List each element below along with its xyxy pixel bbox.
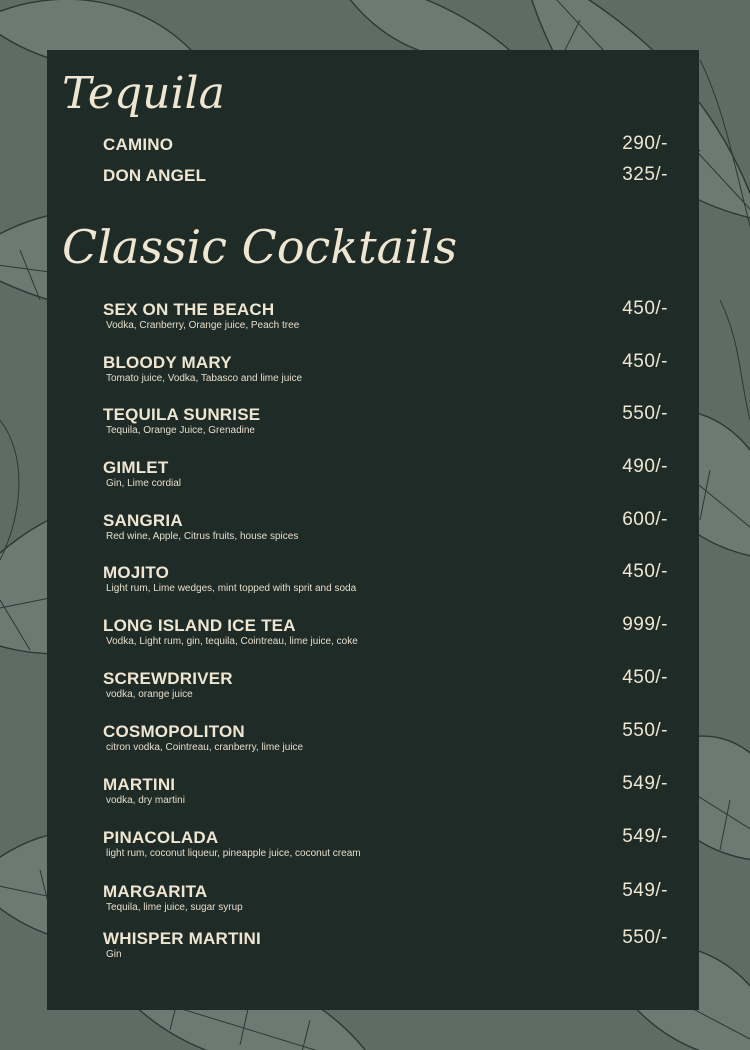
item-name: COSMOPOLITON (103, 722, 245, 741)
item-name: WHISPER MARTINI (103, 929, 261, 948)
item-price: 549/- (622, 773, 668, 794)
menu-item (103, 300, 668, 332)
item-name: GIMLET (103, 458, 169, 477)
item-price: 325/- (622, 164, 668, 185)
menu-item (103, 722, 668, 754)
item-name: SEX ON THE BEACH (103, 300, 275, 319)
item-name: DON ANGEL (103, 166, 207, 185)
menu-panel (47, 50, 699, 1010)
item-name: BLOODY MARY (103, 353, 232, 372)
menu-item (103, 882, 668, 914)
menu-item (103, 405, 668, 437)
item-price: 450/- (622, 667, 668, 688)
item-price: 290/- (622, 133, 668, 154)
item-price: 550/- (622, 403, 668, 424)
menu-item (103, 135, 668, 155)
item-price: 490/- (622, 456, 668, 477)
item-price: 999/- (622, 614, 668, 635)
item-name: PINACOLADA (103, 828, 219, 847)
tequila-section-title: Tequila (62, 68, 225, 119)
item-name: SCREWDRIVER (103, 669, 233, 688)
item-price: 600/- (622, 509, 668, 530)
item-description: Light rum, Lime wedges, mint topped with sprit and soda (106, 583, 357, 594)
item-name: MARGARITA (103, 882, 208, 901)
item-description: light rum, coconut liqueur, pineapple juice, coconut cream (106, 848, 361, 859)
item-name: MARTINI (103, 775, 176, 794)
item-price: 450/- (622, 298, 668, 319)
menu-item (103, 511, 668, 543)
item-name: CAMINO (103, 135, 174, 154)
item-description: vodka, orange juice (106, 689, 193, 700)
item-description: Tomato juice, Vodka, Tabasco and lime juice (106, 373, 303, 384)
item-description: vodka, dry martini (106, 795, 185, 806)
item-description: Tequila, lime juice, sugar syrup (106, 902, 243, 913)
item-price: 550/- (622, 720, 668, 741)
menu-item (103, 775, 668, 807)
item-price: 549/- (622, 880, 668, 901)
menu-item (103, 616, 668, 648)
item-price: 550/- (622, 927, 668, 948)
item-price: 549/- (622, 826, 668, 847)
item-price: 450/- (622, 351, 668, 372)
cocktails-section-title: Classic Cocktails (62, 220, 458, 274)
item-name: TEQUILA SUNRISE (103, 405, 261, 424)
item-description: Vodka, Cranberry, Orange juice, Peach tree (106, 320, 300, 331)
item-price: 450/- (622, 561, 668, 582)
menu-item (103, 929, 668, 961)
item-description: Gin, Lime cordial (106, 478, 182, 489)
item-name: MOJITO (103, 563, 170, 582)
item-description: Gin (106, 949, 122, 960)
menu-item (103, 669, 668, 701)
menu-item (103, 353, 668, 385)
item-name: SANGRIA (103, 511, 183, 530)
menu-item (103, 166, 668, 186)
item-description: Red wine, Apple, Citrus fruits, house spices (106, 531, 299, 542)
menu-item (103, 563, 668, 595)
item-description: Vodka, Light rum, gin, tequila, Cointreau, lime juice, coke (106, 636, 358, 647)
menu-item (103, 828, 668, 860)
item-description: citron vodka, Cointreau, cranberry, lime juice (106, 742, 304, 753)
item-name: LONG ISLAND ICE TEA (103, 616, 296, 635)
menu-item (103, 458, 668, 490)
item-description: Tequila, Orange Juice, Grenadine (106, 425, 255, 436)
